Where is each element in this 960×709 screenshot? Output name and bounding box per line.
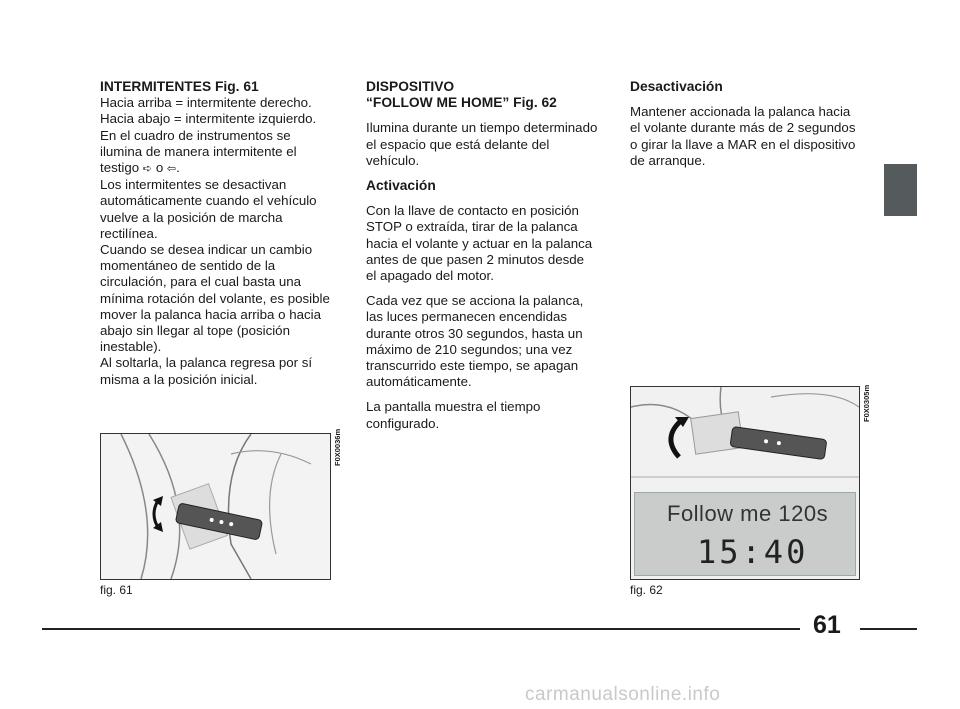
text-line: Los intermitentes se desactivan automáticamente cuando el vehículo vuelve a la posición de marcha rectilínea.	[100, 177, 317, 241]
paragraph: Con la llave de contacto en posición STOP o extraída, tirar de la palanca hacia el volante y actuar en la palanca antes de que pasen 2 minutos desde el apagado del motor.	[366, 203, 593, 284]
watermark: carmanualsonline.info	[525, 684, 721, 705]
text-line: En el cuadro de instrumentos se ilumina de manera intermitente el testigo ➪ o ⇦.	[100, 127, 297, 176]
footer-rule	[860, 628, 917, 630]
figure-code: F0X0036m	[333, 428, 342, 466]
column-follow-me-home	[366, 79, 598, 441]
paragraph: La pantalla muestra el tiempo configurado.	[366, 399, 541, 431]
heading-intermitentes: INTERMITENTES Fig. 61	[100, 79, 259, 94]
lever-illustration	[631, 387, 859, 492]
text-line: Hacia arriba = intermitente derecho.	[100, 95, 312, 111]
intro-paragraph: Ilumina durante un tiempo determinado el espacio que está delante del vehículo.	[366, 120, 598, 168]
footer-rule	[42, 628, 800, 630]
figure-61	[100, 433, 331, 580]
turn-right-icon: ➪	[142, 163, 153, 176]
text-line: Al soltarla, la palanca regresa por sí misma a la posición inicial.	[100, 355, 313, 387]
text-line: Cuando se desea indicar un cambio momentáneo de sentido de la circulación, para el cual basta una mínima rotación del volante, es posible mover la palanca hacia arriba o hacia abajo sin llegar al tope (posición inestable).	[100, 242, 330, 355]
figure-caption: fig. 61	[100, 583, 133, 597]
column-intermitentes	[100, 79, 332, 388]
display-time: 15:40	[697, 533, 809, 571]
follow-me-display	[634, 492, 856, 576]
lever-illustration	[101, 434, 330, 579]
paragraph: Mantener accionada la palanca hacia el volante durante más de 2 segundos o girar la llave a MAR en el dispositivo de arranque.	[630, 104, 856, 168]
heading-dispositivo: DISPOSITIVO	[366, 79, 455, 94]
sub-heading-desactivacion: Desactivación	[630, 79, 723, 94]
figure-code: F0X0305m	[862, 384, 871, 422]
paragraph: Cada vez que se acciona la palanca, las luces permanecen encendidas durante otros 30 segundos, hasta un máximo de 210 segundos; una vez transcurrido este tiempo, se apagan automáticamente.	[366, 293, 584, 390]
heading-follow-me-home: “FOLLOW ME HOME” Fig. 62	[366, 95, 557, 111]
display-message: Follow me 120s	[667, 501, 829, 526]
column-desactivacion	[630, 79, 862, 178]
sub-heading-activacion: Activación	[366, 178, 436, 194]
figure-caption: fig. 62	[630, 583, 663, 597]
section-tab	[884, 164, 917, 216]
page-number: 61	[813, 611, 841, 639]
text-line: Hacia abajo = intermitente izquierdo.	[100, 111, 317, 127]
figure-62	[630, 386, 860, 580]
turn-left-icon: ⇦	[166, 163, 177, 176]
